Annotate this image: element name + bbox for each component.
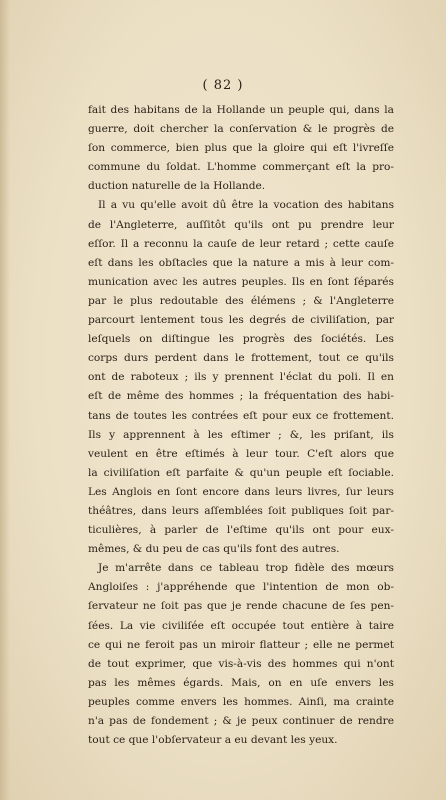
- text-line: eſt de même des hommes ; la fréquentation des habi-: [88, 390, 394, 403]
- text-line: corps durs perdent dans le frottement, tout ce qu'ils: [88, 352, 394, 365]
- text-line: n'a pas de fondement ; & je peux continuer de rendre: [88, 715, 394, 727]
- text-line: la civiliſation eſt parfaite & qu'un peuple eſt ſociable.: [88, 466, 394, 479]
- page-number: ( 82 ): [202, 78, 244, 93]
- text-line: mêmes, & du peu de cas qu'ils font des autres.: [88, 543, 340, 556]
- text-line: veulent en être eſtimés à leur tour. C'eſt alors que: [88, 447, 394, 460]
- text-line: peuples comme envers les hommes. Ainſi, ma crainte: [88, 695, 394, 708]
- text-line: duction naturelle de la Hollande.: [88, 180, 266, 193]
- text-line: tans de toutes les contrées eſt pour eux ce frottement.: [88, 409, 394, 422]
- text-line: Ils y apprennent à les eſtimer ; &, les priſant, ils: [88, 428, 394, 441]
- text-line: ont de raboteux ; ils y prennent l'éclat du poli. Il en: [88, 371, 394, 384]
- text-line: pas les mêmes égards. Mais, on en uſe envers les: [88, 676, 394, 689]
- text-line: Je m'arrête dans ce tableau trop fidèle des mœurs: [98, 562, 394, 575]
- text-line: commune du ſoldat. L'homme commerçant eſt la pro-: [88, 161, 394, 174]
- text-line: ſées. La vie civiliſée eſt occupée tout entière à taire: [88, 619, 394, 632]
- text-line: Les Anglois en ſont encore dans leurs livres, ſur leurs: [88, 485, 394, 498]
- text-line: de tout exprimer, que vis-à-vis des hommes qui n'ont: [88, 657, 394, 670]
- text-line: parcourt lentement tous les degrés de civiliſation, par: [88, 314, 394, 327]
- text-line: de l'Angleterre, auſſitôt qu'ils ont pu prendre leur: [88, 218, 394, 231]
- text-line: fait des habitans de la Hollande un peuple qui, dans la: [88, 104, 394, 116]
- text-line: tout ce que l'obſervateur a eu devant les yeux.: [88, 734, 338, 747]
- text-line: Angloiſes : j'appréhende que l'intention de mon ob-: [88, 581, 394, 594]
- page-gutter-shadow: [0, 0, 10, 800]
- text-line: munication avec les autres peuples. Ils en ſont ſéparés: [88, 275, 394, 288]
- text-line: ticulières, à parler de l'eſtime qu'ils ont pour eux-: [88, 524, 394, 537]
- text-line: ce qui ne feroit pas un miroir flatteur ; elle ne permet: [88, 638, 394, 651]
- text-line: guerre, doit chercher la conſervation & le progrès de: [88, 123, 394, 136]
- text-line: ſon commerce, bien plus que la gloire qui eſt l'ivreſſe: [88, 142, 394, 155]
- text-line: par le plus redoutable des élémens ; & l'Angleterre: [88, 294, 394, 307]
- text-line: ſervateur ne ſoit pas que je rende chacune de ſes pen-: [88, 600, 394, 613]
- text-line: eſt dans les obſtacles que la nature a mis à leur com-: [88, 256, 394, 269]
- body-text: [88, 101, 394, 750]
- text-line: eſſor. Il a reconnu la cauſe de leur retard ; cette cauſe: [88, 237, 394, 250]
- text-line: Il a vu qu'elle avoit dû être la vocation des habitans: [98, 199, 394, 212]
- text-line: théâtres, dans leurs aſſemblées ſoit publiques ſoit par-: [88, 504, 394, 517]
- text-line: leſquels on diſtingue les progrès des ſociétés. Les: [88, 333, 394, 346]
